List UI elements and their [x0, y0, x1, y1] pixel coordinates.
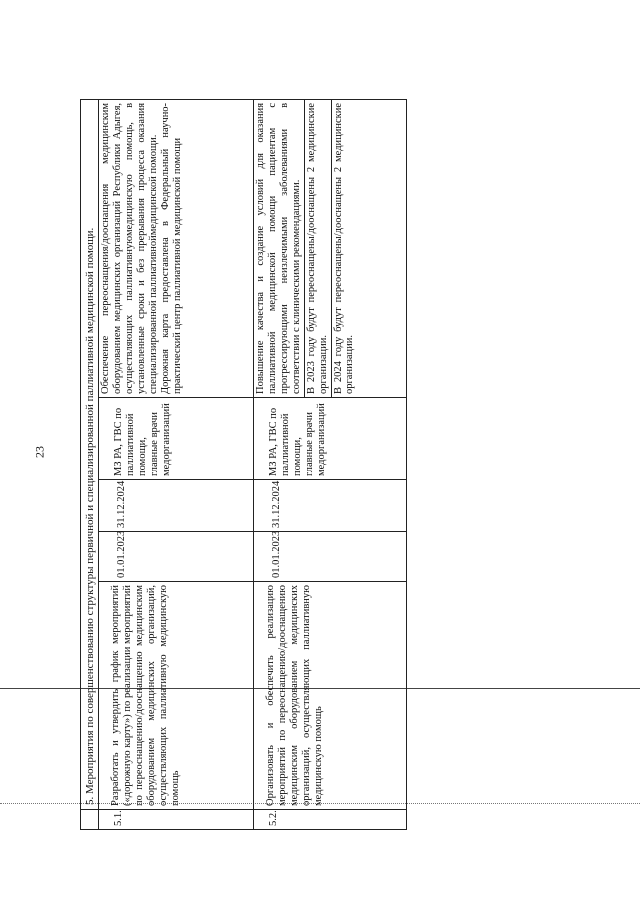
- result-paragraph: Дорожная карта предоставлена в Федеральный научно-практический центр паллиативной медицинской помощи: [159, 102, 183, 394]
- section-header-row: [81, 99, 99, 829]
- row-number: 5.2.: [254, 810, 407, 830]
- expected-result: [254, 99, 407, 397]
- responsible-parties: МЗ РА, ГВС по паллиативной помощи, главные врачи медорганизаций: [99, 398, 254, 480]
- expected-result: [99, 99, 254, 397]
- section-header-spacer: [81, 810, 99, 830]
- responsible-parties: МЗ РА, ГВС по паллиативной помощи, главные врачи медорганизаций: [254, 398, 407, 480]
- action-description: Разработать и утвердить график мероприятий («дорожную карту») по реализации мероприятий по переоснащению/дооснащению медицинским оборудованием медицинских организаций, осуществляющих паллиативную медицинскую помощь: [99, 582, 254, 810]
- result-paragraph: Повышение качества и создание условий для оказания паллиативной медицинской помощи пациентам с прогрессирующими неизлечимыми заболеваниями в соответствии с клиническими рекомендациями.: [254, 100, 304, 397]
- rotated-document-table: [80, 100, 415, 830]
- table-row: [99, 99, 254, 829]
- start-date: 01.01.2023: [99, 532, 254, 582]
- end-date: 31.12.2024: [99, 480, 254, 532]
- result-paragraph: В 2023 году будут переоснащены/дооснащены 2 медицинские организации.: [305, 100, 332, 397]
- table-row: [254, 99, 407, 829]
- section-title: 5. Мероприятия по совершенствованию структуры первичной и специализированной паллиативной медицинской помощи.: [81, 99, 99, 809]
- result-paragraph: В 2024 году будут переоснащены/дооснащены 2 медицинские организации.: [332, 102, 356, 394]
- end-date: 31.12.2024: [254, 480, 407, 532]
- action-description: Организовать и обеспечить реализацию мероприятий по переоснащению/дооснащению медицинским оборудованием медицинских организаций, осуществляющих паллиативную медицинскую помощь: [254, 582, 407, 810]
- start-date: 01.01.2023: [254, 532, 407, 582]
- page-number: 23: [32, 446, 47, 458]
- measures-table: [80, 99, 407, 830]
- row-number: 5.1.: [99, 810, 254, 830]
- result-paragraph: Обеспечение переоснащения/дооснащения медицинским оборудованием медицинских организаций Республики Адыгея, осуществляющих паллиативнуюмедицинскую помощь, в установленные сроки и без прерывания процесса оказания специализированной паллиативноймедицинской помощи.: [100, 102, 159, 394]
